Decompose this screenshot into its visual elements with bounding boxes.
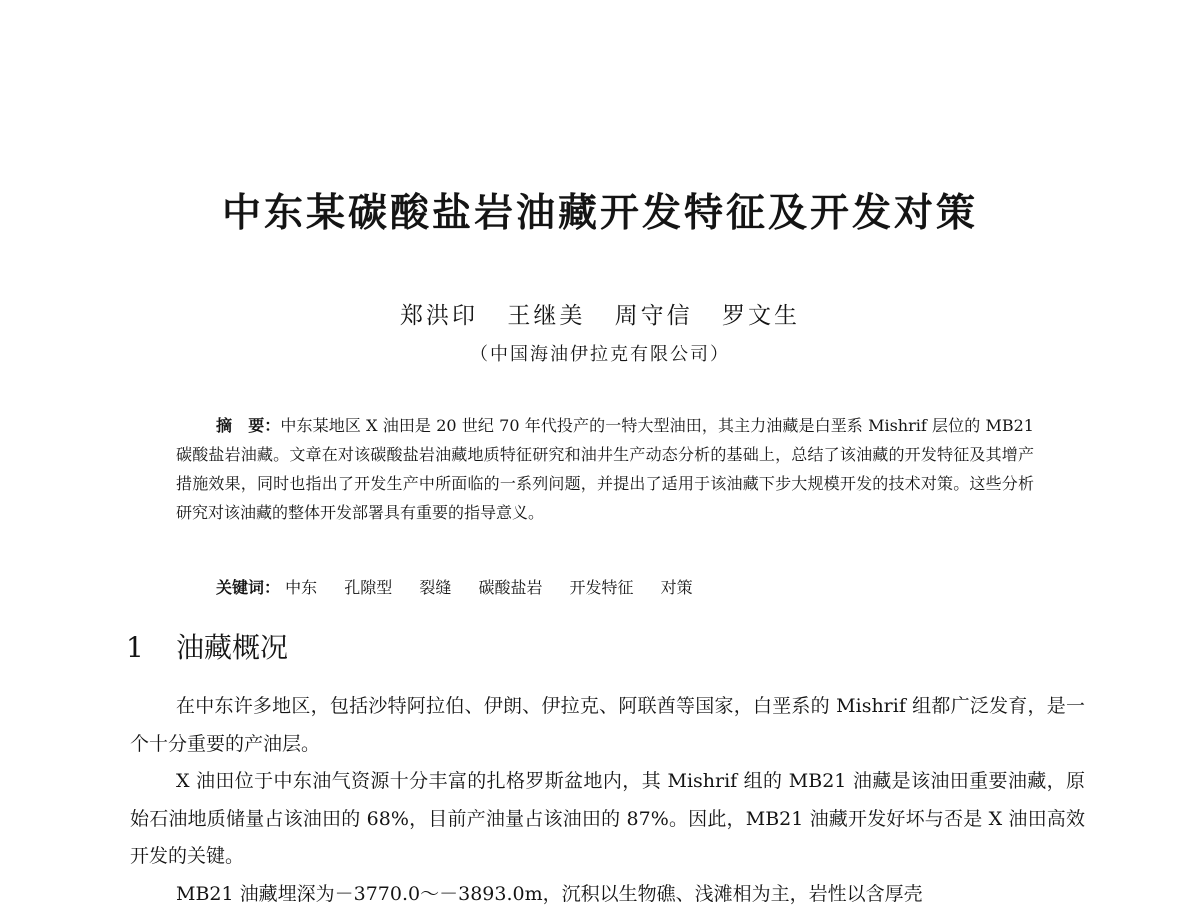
author-list <box>0 298 1200 334</box>
paper-title: 中东某碳酸盐岩油藏开发特征及开发对策 <box>0 186 1200 242</box>
abstract-block <box>176 411 1034 527</box>
affiliation: （中国海油伊拉克有限公司） <box>0 340 1200 370</box>
keywords-line <box>216 573 715 602</box>
author-name: 郑洪印 <box>400 298 478 334</box>
author-name: 周守信 <box>615 298 693 334</box>
author-name: 罗文生 <box>722 298 800 334</box>
section-heading <box>126 626 288 670</box>
keyword: 裂缝 <box>419 573 451 602</box>
abstract-text: 中东某地区 X 油田是 20 世纪 70 年代投产的一特大型油田，其主力油藏是白垩系 Mishrif 层位的 MB21 碳酸盐岩油藏。文章在对该碳酸盐岩油藏地质特征研究和油井生产动态分析的基础上，总结了该油藏的开发特征及其增产措施效果，同时也指出了开发生产中所面临的一系列问题，并提出了适用于该油藏下步大规模开发的技术对策。这些分析研究对该油藏的整体开发部署具有重要的指导意义。 <box>176 416 1034 522</box>
section-number: 1 <box>126 626 176 670</box>
abstract-label: 摘 要： <box>216 416 280 435</box>
author-name: 王继美 <box>507 298 585 334</box>
keyword: 对策 <box>661 573 693 602</box>
keyword: 开发特征 <box>570 573 634 602</box>
body-paragraph: 在中东许多地区，包括沙特阿拉伯、伊朗、伊拉克、阿联酋等国家，白垩系的 Mishrif 组都广泛发育，是一个十分重要的产油层。 <box>130 688 1085 763</box>
body-paragraph: MB21 油藏埋深为－3770.0～－3893.0m，沉积以生物礁、浅滩相为主，岩性以含厚壳 <box>130 876 1085 913</box>
body-paragraph: X 油田位于中东油气资源十分丰富的扎格罗斯盆地内，其 Mishrif 组的 MB21 油藏是该油田重要油藏，原始石油地质储量占该油田的 68%，目前产油量占该油田的 87%。因此，MB21 油藏开发好坏与否是 X 油田高效开发的关键。 <box>130 763 1085 876</box>
keyword: 中东 <box>285 573 317 602</box>
section-title: 油藏概况 <box>176 631 288 664</box>
body-text <box>130 688 1085 913</box>
keywords-label: 关键词： <box>216 578 280 597</box>
keyword: 碳酸盐岩 <box>478 573 542 602</box>
keyword: 孔隙型 <box>344 573 392 602</box>
